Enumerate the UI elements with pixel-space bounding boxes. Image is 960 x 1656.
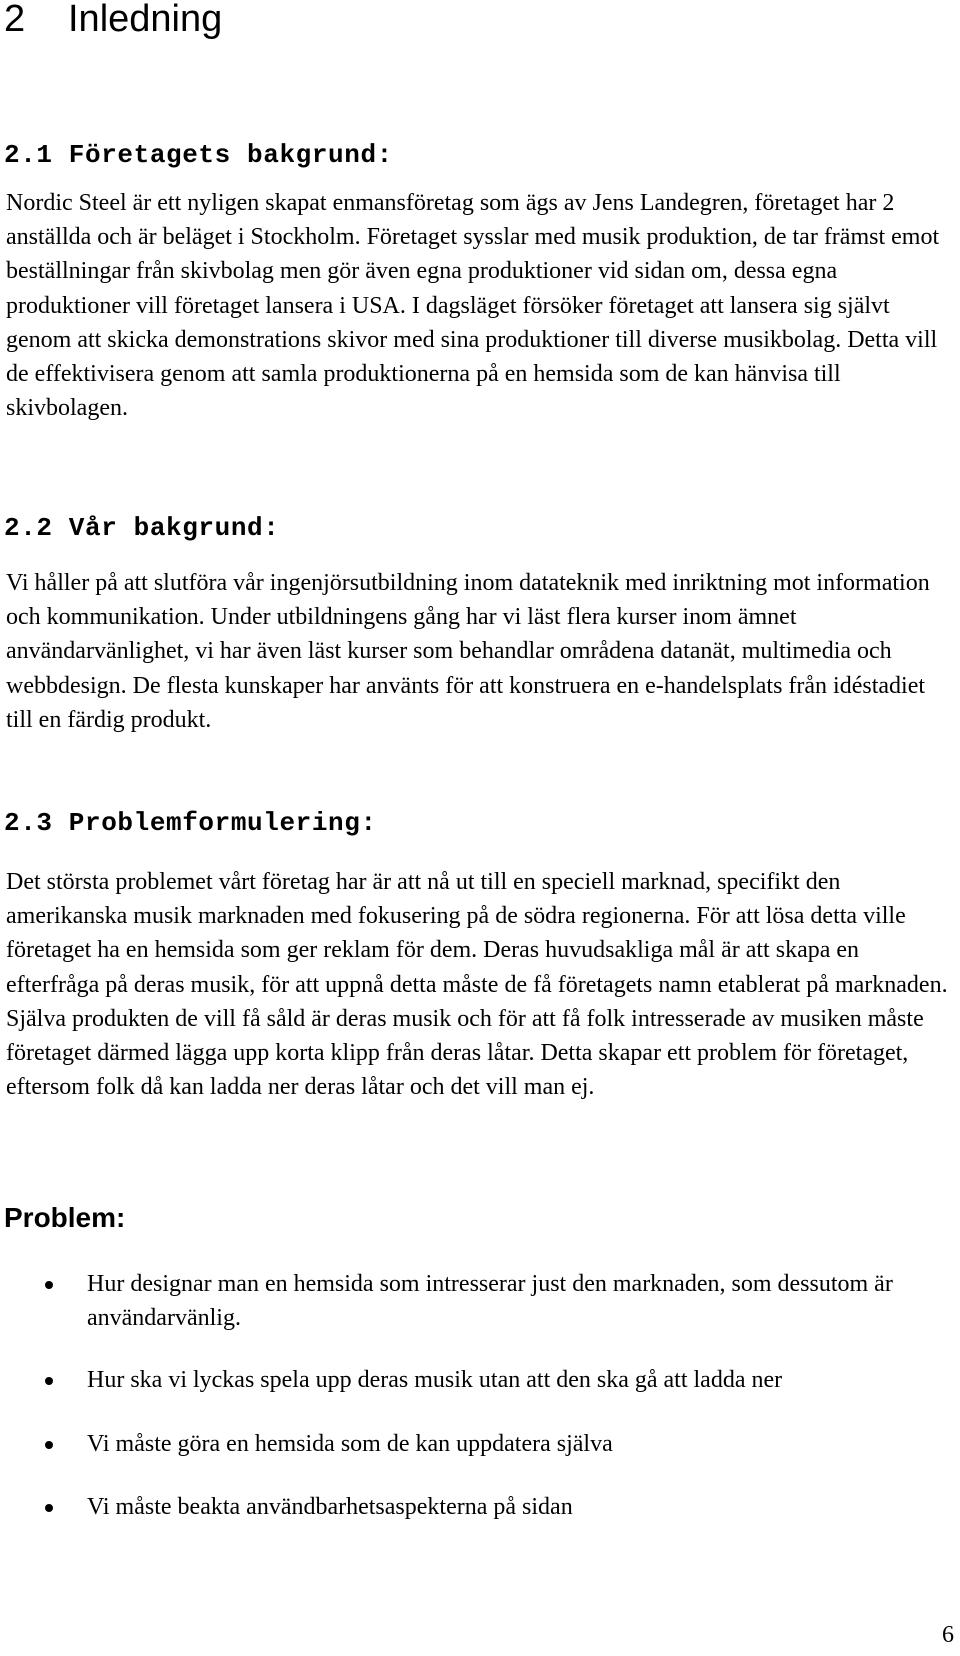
section-paragraph-problemformulering: Det största problemet vårt företag har är att nå ut till en speciell marknad, specifikt den amerikanska musik marknaden med fokusering på de södra regionerna. För att lösa detta ville företaget ha en hemsida som ger reklam för dem. Deras huvudsakliga mål är att skapa en efterfråga på deras musik, för att uppnå detta måste de få företagets namn etablerat på marknaden. Själva produkten de vill få såld är deras musik och för att få folk intresserade av musiken måste företaget därmed lägga upp korta klipp från deras låtar. Detta skapar ett problem för företaget, eftersom folk då kan ladda ner deras låtar och det vill man ej.	[6, 869, 948, 1101]
bullet-icon	[45, 1504, 53, 1512]
section-heading-foretagets-bakgrund: 2.1 Företagets bakgrund:	[4, 140, 393, 170]
bullet-icon	[45, 1441, 53, 1449]
bullet-icon	[45, 1281, 53, 1289]
section-paragraph-foretagets-bakgrund: Nordic Steel är ett nyligen skapat enmansföretag som ägs av Jens Landegren, företaget har 2 anställda och är beläget i Stockholm. Företaget sysslar med musik produktion, de tar främst emot beställningar från skivbolag men gör även egna produktioner vid sidan om, dessa egna produktioner vill företaget lansera i USA. I dagsläget försöker företaget att lansera sig självt genom att skicka demonstrations skivor med sina produktioner till diverse musikbolag. Detta vill de effektivisera genom att samla produktionerna på en hemsida som de kan hänvisa till skivbolagen.	[6, 190, 940, 422]
section-heading-problemformulering: 2.3 Problemformulering:	[4, 808, 377, 838]
chapter-number: 2	[4, 0, 26, 40]
section-paragraph-var-bakgrund: Vi håller på att slutföra vår ingenjörsutbildning inom datateknik med inriktning mot information och kommunikation. Under utbildningens gång har vi läst flera kurser inom ämnet användarvänlighet, vi har även läst kurser som behandlar områdena datanät, multimedia och webbdesign. De flesta kunskaper har använts för att konstruera en e-handelsplats från idéstadiet till en färdig produkt.	[6, 570, 930, 733]
list-item-text: Vi måste beakta användbarhetsaspekterna på sidan	[87, 1494, 573, 1520]
problem-heading: Problem:	[4, 1202, 126, 1233]
chapter-title: Inledning	[68, 0, 223, 40]
list-item-text: Vi måste göra en hemsida som de kan uppdatera själva	[87, 1431, 613, 1457]
bullet-icon	[45, 1377, 53, 1385]
list-item-text: Hur designar man en hemsida som intresserar just den marknaden, som dessutom är användarvänlig.	[87, 1271, 893, 1331]
section-heading-var-bakgrund: 2.2 Vår bakgrund:	[4, 513, 280, 543]
list-item-text: Hur ska vi lyckas spela upp deras musik utan att den ska gå att ladda ner	[87, 1367, 783, 1393]
chapter-heading	[4, 0, 222, 41]
page-number: 6	[942, 1622, 954, 1648]
